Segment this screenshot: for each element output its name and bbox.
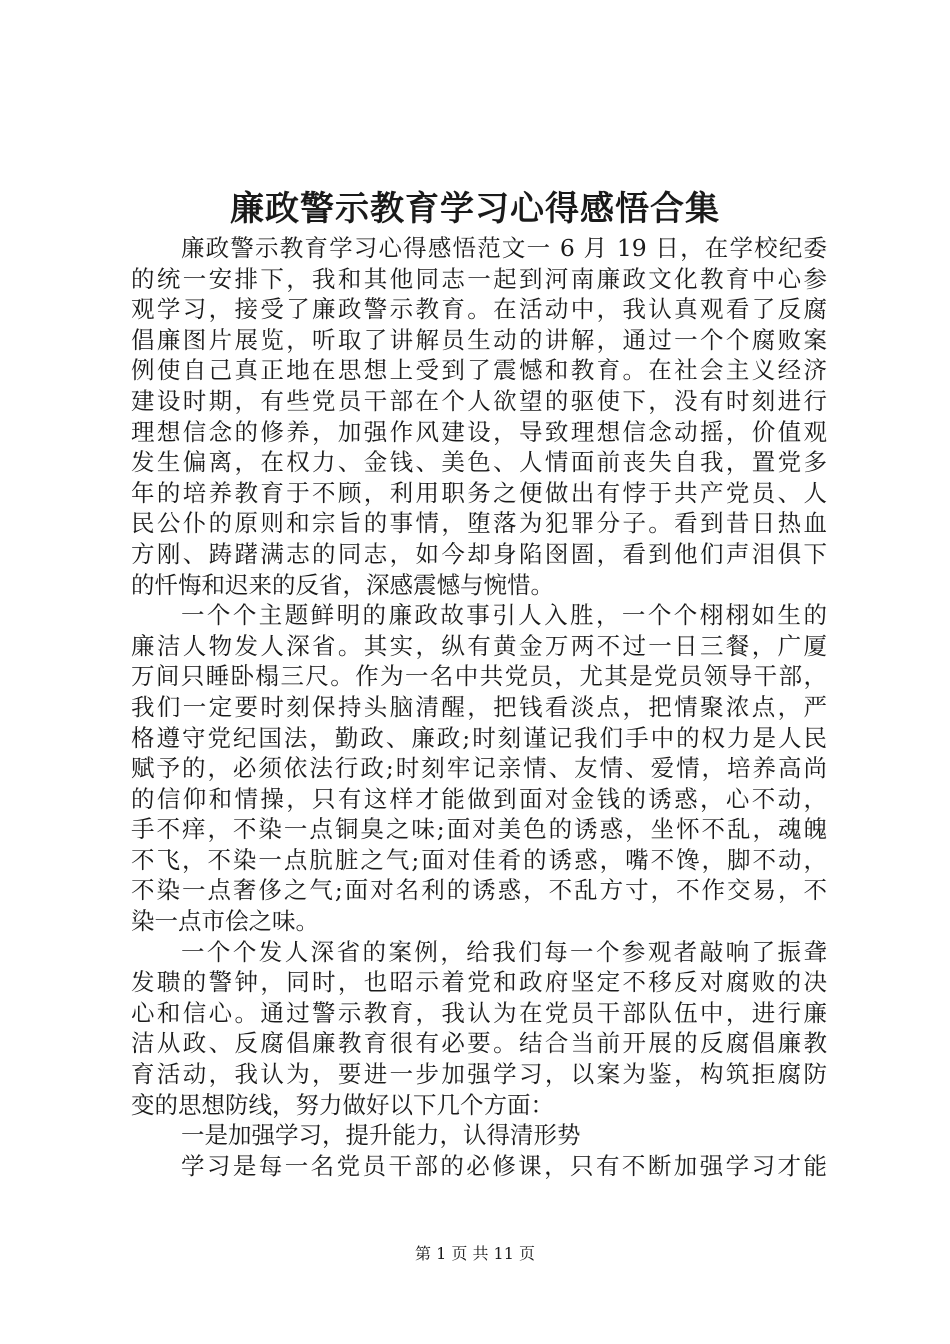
text-line: 建设时期，有些党员干部在个人欲望的驱使下，没有时刻进行 [131, 386, 827, 415]
text-line: 染一点市侩之味。 [131, 907, 319, 936]
text-line: 的统一安排下，我和其他同志一起到河南廉政文化教育中心参 [131, 264, 827, 293]
text-line: 育活动，我认为，要进一步加强学习，以案为鉴，构筑拒腐防 [131, 1060, 827, 1089]
text-line: 一个个主题鲜明的廉政故事引人入胜，一个个栩栩如生的 [181, 601, 827, 630]
text-line: 变的思想防线，努力做好以下几个方面： [131, 1090, 554, 1119]
text-line: 学习是每一名党员干部的必修课，只有不断加强学习才能 [181, 1151, 827, 1180]
text-line: 不飞，不染一点肮脏之气;面对佳肴的诱惑，嘴不馋，脚不动， [131, 845, 827, 874]
text-line: 例使自己真正地在思想上受到了震憾和教育。在社会主义经济 [131, 356, 827, 385]
text-line: 发聩的警钟，同时，也昭示着党和政府坚定不移反对腐败的决 [131, 968, 827, 997]
text-line: 观学习，接受了廉政警示教育。在活动中，我认真观看了反腐 [131, 295, 827, 324]
text-line: 心和信心。通过警示教育，我认为在党员干部队伍中，进行廉 [131, 998, 827, 1027]
text-line: 不染一点奢侈之气;面对名利的诱惑，不乱方寸，不作交易，不 [131, 876, 827, 905]
document-body [131, 233, 827, 1181]
text-line: 我们一定要时刻保持头脑清醒，把钱看淡点，把情聚浓点，严 [131, 692, 827, 721]
text-line: 廉洁人物发人深省。其实，纵有黄金万两不过一日三餐，广厦 [131, 631, 827, 660]
text-line: 理想信念的修养，加强作风建设，导致理想信念动摇，价值观 [131, 417, 827, 446]
text-line: 年的培养教育于不顾，利用职务之便做出有悖于共产党员、人 [131, 478, 827, 507]
text-line: 发生偏离，在权力、金钱、美色、人情面前丧失自我，置党多 [131, 448, 827, 477]
page-footer: 第 1 页 共 11 页 [415, 1244, 535, 1263]
page-title: 廉政警示教育学习心得感悟合集 [230, 189, 720, 229]
text-line: 方刚、踌躇满志的同志，如今却身陷囹圄，看到他们声泪俱下 [131, 539, 827, 568]
text-line: 格遵守党纪国法，勤政、廉政;时刻谨记我们手中的权力是人民 [131, 723, 827, 752]
text-line: 洁从政、反腐倡廉教育很有必要。结合当前开展的反腐倡廉教 [131, 1029, 827, 1058]
text-line: 赋予的，必须依法行政;时刻牢记亲情、友情、爱情，培养高尚 [131, 754, 827, 783]
section-heading: 一是加强学习，提升能力，认得清形势 [181, 1121, 581, 1150]
text-line: 的信仰和情操，只有这样才能做到面对金钱的诱惑，心不动， [131, 784, 827, 813]
text-line: 一个个发人深省的案例，给我们每一个参观者敲响了振聋 [181, 937, 827, 966]
text-line: 万间只睡卧榻三尺。作为一名中共党员，尤其是党员领导干部， [131, 662, 827, 691]
text-line: 手不痒，不染一点铜臭之味;面对美色的诱惑，坐怀不乱，魂魄 [131, 815, 827, 844]
text-line: 的忏悔和迟来的反省，深感震憾与惋惜。 [131, 570, 554, 599]
text-line: 民公仆的原则和宗旨的事情，堕落为犯罪分子。看到昔日热血 [131, 509, 827, 538]
text-line: 廉政警示教育学习心得感悟范文一 6 月 19 日，在学校纪委 [181, 234, 827, 262]
text-line: 倡廉图片展览，听取了讲解员生动的讲解，通过一个个腐败案 [131, 325, 827, 354]
